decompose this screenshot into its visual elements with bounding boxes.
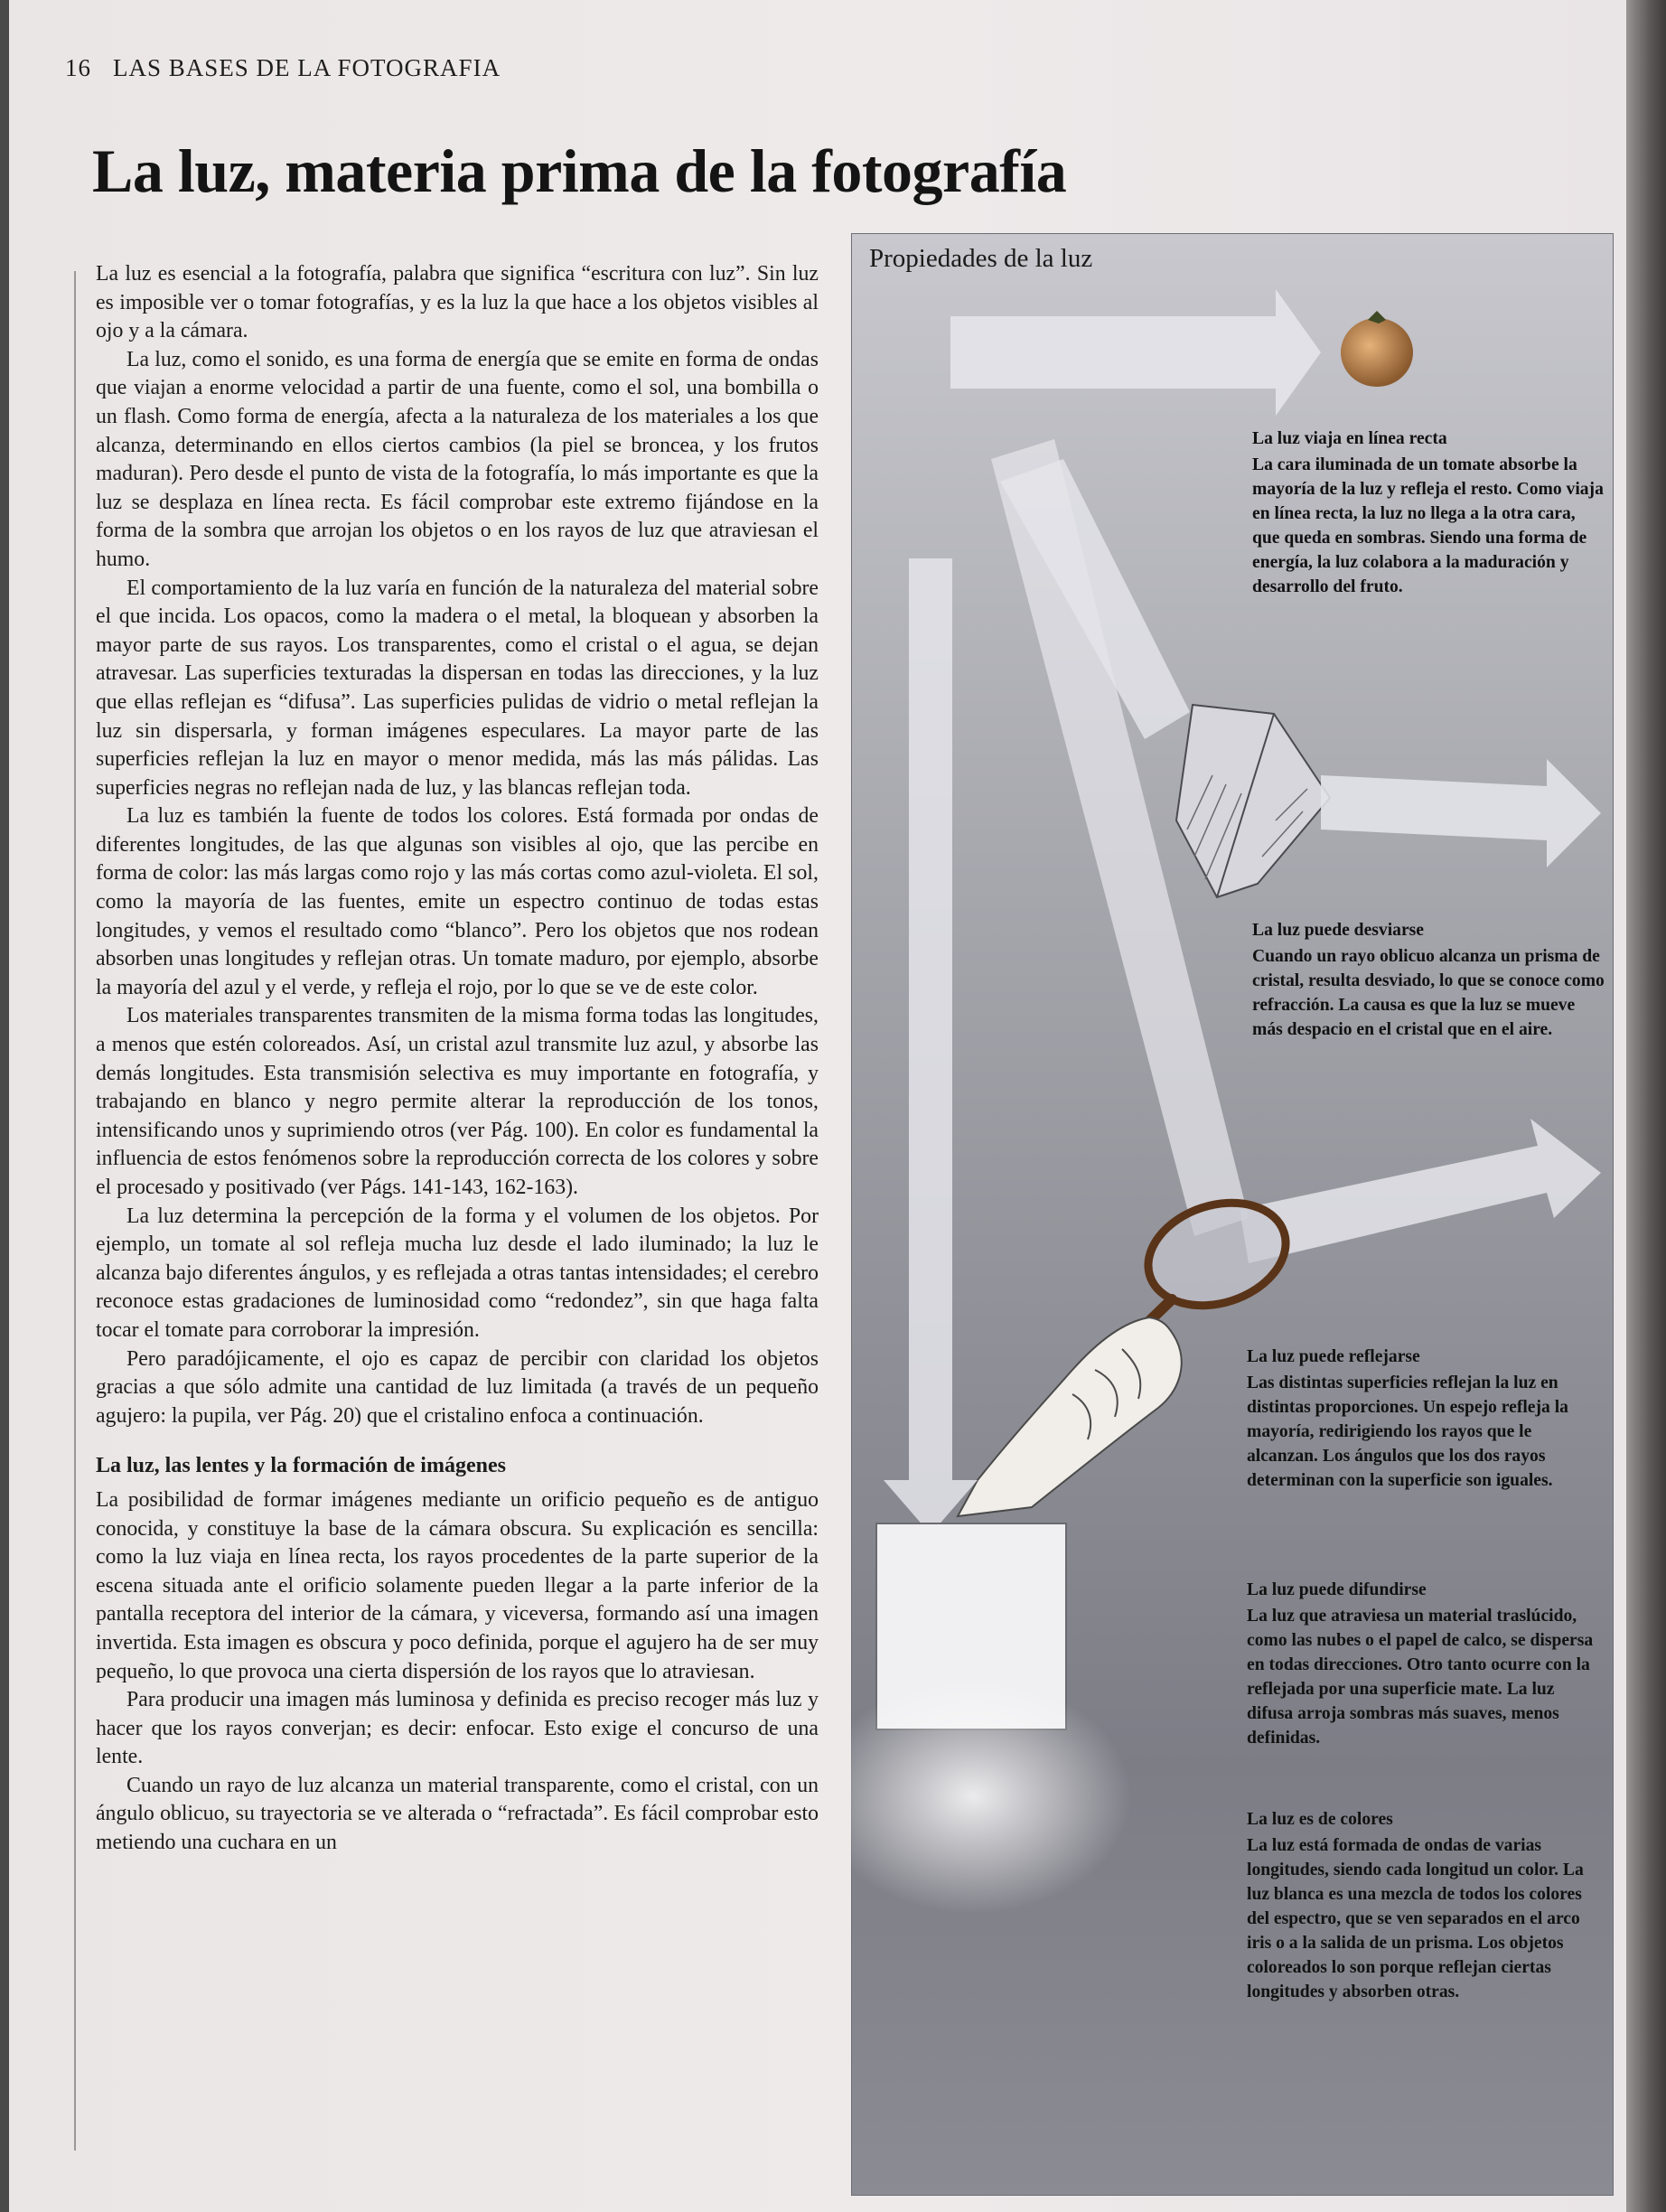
caption-heading: La luz puede reflejarse [1247,1347,1420,1366]
section-name: LAS BASES DE LA FOTOGRAFIA [113,54,501,81]
tomato-icon [1341,318,1413,387]
caption-reflection [1247,1345,1605,1493]
body-paragraph: Los materiales transparentes transmiten de la misma forma todas las longitudes, a menos que estén coloreados. Así, un cristal azul transmite luz azul, y absorbe las demás longitudes. Esta transmisión selectiva es muy importante en fotografía, y trabajando en blanco y negro permite alterar la reproducción de los tonos, intensificando unos y suprimiendo otros (ver Pág. 100). En color es fundamental la influencia de estos fenómenos sobre la reproducción correcta de los colores y sobre el procesado y positivado (ver Págs. 141-143, 162-163). [96,1004,819,1199]
light-properties-panel [851,233,1614,2196]
page-title: La luz, materia prima de la fotografía [92,136,1067,205]
body-text [96,260,819,1858]
caption-straight-line [1252,426,1605,599]
diffuse-glow [851,1679,1131,1914]
caption-heading: La luz puede difundirse [1247,1580,1427,1599]
subsection-heading: La luz, las lentes y la formación de imágenes [96,1454,506,1478]
running-head [65,54,501,82]
prism-icon [1176,705,1330,897]
caption-text: Cuando un rayo oblicuo alcanza un prisma de cristal, resulta desviado, lo que se conoce como refracción. La causa es que la luz se mueve más despacio en el cristal que en el aire. [1252,947,1605,1039]
book-page [9,0,1635,2212]
column-rule [74,271,76,2151]
caption-text: La luz está formada de ondas de varias longitudes, siendo cada longitud un color. La luz blanca es una mezcla de todos los colores del espectro, que se ven separados en el arco iris o a la salida de un prisma. Los objetos coloreados lo son porque reflejan ciertas longitudes y absorben otras. [1247,1836,1584,2001]
body-paragraph: La luz, como el sonido, es una forma de energía que se emite en forma de ondas que viajan a enorme velocidad a partir de una fuente, como el sol, una bombilla o un flash. Como forma de energía, afecta a la naturaleza de los materiales a los que alcanza, determinando en ellos ciertos cambios (la piel se broncea, y los frutos maduran). Pero desde el punto de vista de la fotografía, lo más importante es que la luz se desplaza en línea recta. Es fácil comprobar este extremo fijándose en la forma de la sombra que arrojan los objetos o en los rayos de luz que atraviesan el humo. [96,347,819,571]
body-paragraph: La luz determina la percepción de la forma y el volumen de los objetos. Por ejemplo, un tomate al sol refleja mucha luz desde el lado iluminado; la luz le alcanza bajo diferentes ángulos, y es reflejada a otras tantas intensidades; el cerebro reconoce estas gradaciones de luminosidad como “redondez”, sin que haga falta tocar el tomate para corroborar la impresión. [96,1204,819,1342]
caption-heading: La luz puede desviarse [1252,921,1424,940]
caption-heading: La luz es de colores [1247,1810,1393,1829]
beam-straight-arrow [950,289,1321,416]
subsection-paragraph: Cuando un rayo de luz alcanza un material transparente, como el cristal, con un ángulo oblicuo, su trayectoria se ve alterada o “refractada”. Es fácil comprobar esto metiendo una cuchara en un [96,1773,819,1855]
page-number: 16 [65,54,91,81]
caption-refraction [1252,918,1605,1042]
hand-icon [958,1317,1182,1516]
subsection-paragraph: La posibilidad de formar imágenes mediante un orificio pequeño es de antiguo conocida, y constituye la base de la cámara obscura. Su explicación es sencilla: como la luz viaja en línea recta, los rayos procedentes de la parte superior de la escena situada ante el orificio solamente pueden llegar a la parte inferior de la pantalla receptora del interior de la cámara, y viceversa, formando así una imagen invertida. Esta imagen es obscura y poco definida, porque el agujero ha de ser muy pequeño, lo que provoca una cierta dispersión de los rayos que lo atraviesan. [96,1487,819,1683]
beam-vertical-arrow [884,558,978,1534]
caption-text: Las distintas superficies reflejan la luz en distintas proporciones. Un espejo refleja la mayoría, redirigiendo los rayos que le alcanzan. Los ángulos que los dos rayos determinan con la superficie son iguales. [1247,1373,1568,1490]
body-paragraph: La luz es esencial a la fotografía, palabra que significa “escritura con luz”. Sin luz es imposible ver o tomar fotografías, y es la luz la que hace a los objetos visibles al ojo y a la cámara. [96,262,819,343]
beam-refracted-arrow [1321,759,1601,867]
body-paragraph: Pero paradójicamente, el ojo es capaz de percibir con claridad los objetos gracias a que sólo admite una cantidad de luz limitada (a través de un pequeño agujero: la pupila, ver Pág. 20) que el cristalino enfoca a continuación. [96,1346,819,1428]
panel-title: Propiedades de la luz [869,244,1093,273]
body-paragraph: La luz es también la fuente de todos los colores. Está formada por ondas de diferentes longitudes, de las que algunas son visibles al ojo, que las percibe en forma de color: las más largas como rojo y las más cortas como azul-violeta. El sol, como la mayoría de las fuentes, emite un espectro continuo de todas estas longitudes, y vemos el resultado como “blanco”. Pero los objetos que nos rodean absorben unas longitudes y reflejan otras. Un tomate maduro, por ejemplo, absorbe la mayoría del azul y el verde, y refleja el rojo, por lo que se ve de este color. [96,804,819,999]
book-spine [1626,0,1666,2212]
caption-color [1247,1807,1605,2004]
caption-heading: La luz viaja en línea recta [1252,429,1447,448]
subsection-paragraph: Para producir una imagen más luminosa y definida es preciso recoger más luz y hacer que los rayos converjan; es decir: enfocar. Esto exige el concurso de una lente. [96,1688,819,1769]
beam-reflected-arrow [1240,1119,1601,1263]
caption-diffusion [1247,1578,1605,1750]
caption-text: La cara iluminada de un tomate absorbe la mayoría de la luz y refleja el resto. Como viaja en línea recta, la luz no llega a la otra cara, que queda en sombras. Siendo una forma de energía, la luz colabora a la maduración y desarrollo del fruto. [1252,455,1604,596]
body-paragraph: El comportamiento de la luz varía en función de la naturaleza del material sobre el que incida. Los opacos, como la madera o el metal, la bloquean y absorben la mayor parte de sus rayos. Los transparentes, como el cristal o el agua, se dejan atravesar. Las superficies texturadas la dispersan en todas las direcciones, y la luz que ellas reflejan es “difusa”. Las superficies pulidas de vidrio o metal reflejan la luz sin dispersarla, y forman imágenes especulares. La mayor parte de las superficies reflejan la luz en mayor o menor medida, más las más pálidas. Las superficies negras no reflejan nada de luz, y las blancas reflejan toda. [96,576,819,800]
caption-text: La luz que atraviesa un material traslúcido, como las nubes o el papel de calco, se dispersa en todas direcciones. Otro tanto ocurre con la reflejada por una superficie mate. La luz difusa arroja sombras más suaves, menos definidas. [1247,1607,1594,1748]
